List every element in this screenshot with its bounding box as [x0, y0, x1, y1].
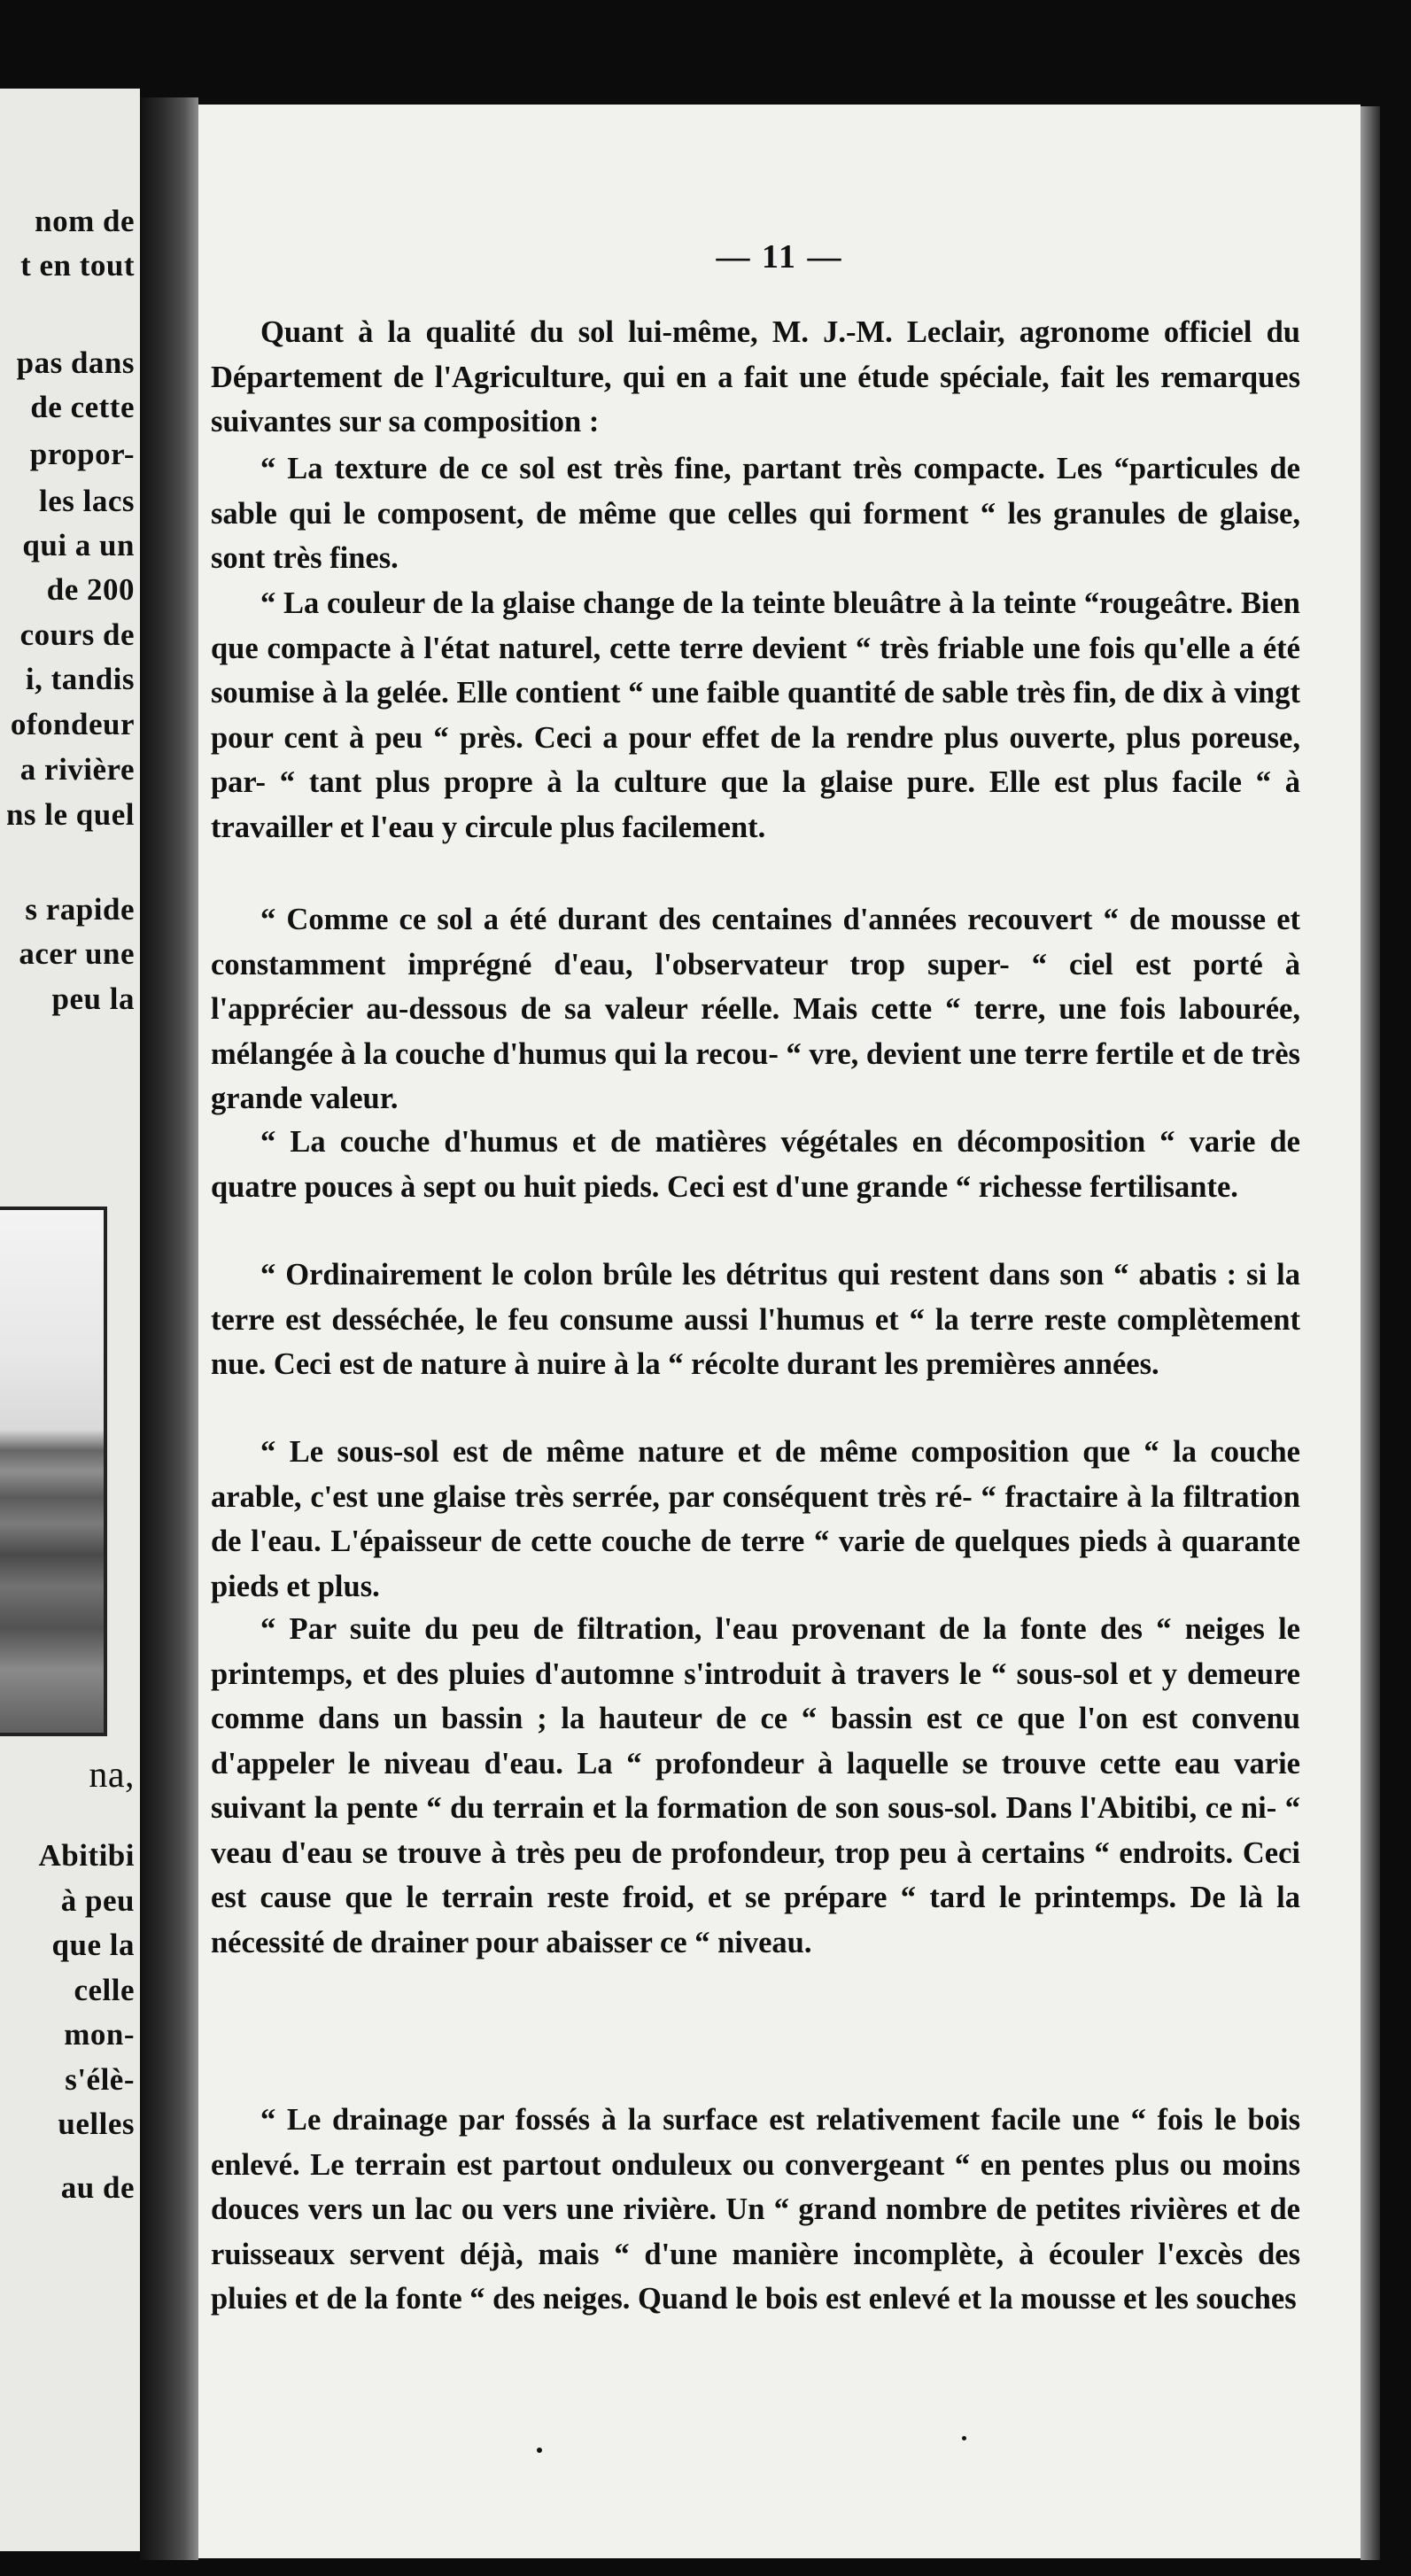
left-text-fragment: a rivière	[19, 752, 135, 787]
left-text-fragment: s rapide	[25, 892, 135, 927]
speck	[962, 2436, 966, 2440]
left-page	[0, 89, 140, 2551]
page-number: — 11 —	[716, 238, 843, 275]
left-text-fragment: qui a un	[22, 528, 135, 563]
left-text-fragment: i, tandis	[25, 662, 135, 696]
paragraph: “ La couleur de la glaise change de la teinte bleuâtre à la teinte “rougeâtre. Bien que compacte à l'état naturel, cette terre devient “ très friable une fois qu'elle a été soumise à la gelée. Elle contient “ une faible quantité de sable très fin, de dix à vingt pour cent à peu “ près. Ceci a pour effet de la rendre plus ouverte, plus poreuse, par- “ tant plus propre à la culture que la glaise pure. Elle est plus facile “ à travailler et l'eau y circule plus facilement.	[211, 586, 1300, 844]
left-text-fragment: que la	[51, 1928, 135, 1962]
left-text-fragment: ofondeur	[10, 707, 135, 741]
left-text-fragment: à peu	[60, 1883, 135, 1918]
right-page	[198, 105, 1361, 2558]
paragraph: “ Comme ce sol a été durant des centaines d'années recouvert “ de mousse et constamment imprégné d'eau, l'observateur trop super- “ ciel est porté à l'apprécier au-dessous de sa valeur réelle. Mais cette “ terre, une fois labourée, mélangée à la couche d'humus qui la recou- “ vre, devient une terre fertile et de très grande valeur.	[211, 903, 1300, 1115]
left-text-fragment: les lacs	[38, 484, 135, 518]
left-text-fragment: na,	[89, 1755, 135, 1796]
paragraph: “ Par suite du peu de filtration, l'eau provenant de la fonte des “ neiges le printemps, et des pluies d'automne s'introduit à travers le “ sous-sol et y demeure comme dans un bassin ; la hauteur de ce “ bassin est ce que l'on est convenu d'appeler le niveau d'eau. La “ profondeur à laquelle se trouve cette eau varie suivant la pente “ du terrain et la formation de son sous-sol. Dans l'Abitibi, ce ni- “ veau d'eau se trouve à très peu de profondeur, trop peu à certains “ endroits. Ceci est cause que le terrain reste froid, et se prépare “ tard le printemps. De là la nécessité de drainer pour abaisser ce “ niveau.	[211, 1612, 1300, 1959]
left-text-fragment: peu la	[51, 982, 135, 1016]
left-text-fragment: ns le quel	[5, 797, 135, 832]
left-text-fragment: pas dans	[16, 345, 135, 380]
left-text-fragment: de cette	[30, 390, 135, 424]
left-text-fragment: de 200	[46, 572, 135, 607]
left-page-photo	[0, 1207, 107, 1736]
book-gutter	[140, 97, 198, 2560]
paragraph: “ Le drainage par fossés à la surface est relativement facile une “ fois le bois enlevé. Le terrain est partout onduleux ou convergeant “ en pentes plus ou moins douces vers un lac ou vers une rivière. Un “ grand nombre de petites rivières et de ruisseaux servent déjà, mais “ d'une manière incomplète, à écouler l'excès des pluies et de la fonte “ des neiges. Quand le bois est enlevé et la mousse et les souches	[211, 2103, 1300, 2316]
left-text-fragment: au de	[60, 2170, 135, 2205]
left-text-fragment: nom de	[35, 204, 135, 238]
paragraph: “ La couche d'humus et de matières végétales en décomposition “ varie de quatre pouces à sept ou huit pieds. Ceci est d'une grande “ richesse fertilisante.	[211, 1125, 1300, 1204]
paragraph: “ La texture de ce sol est très fine, partant très compacte. Les “particules de sable qui le composent, de même que celles qui forment “ les granules de glaise, sont très fines.	[211, 452, 1300, 575]
left-text-fragment: mon-	[64, 2017, 135, 2052]
speck	[537, 2448, 542, 2453]
left-text-fragment: propor-	[29, 437, 135, 471]
left-text-fragment: uelles	[58, 2107, 135, 2141]
left-text-fragment: s'élè-	[65, 2062, 135, 2097]
paragraph: “ Le sous-sol est de même nature et de même composition que “ la couche arable, c'est une glaise très serrée, par conséquent très ré- “ fractaire à la filtration de l'eau. L'épaisseur de cette couche de terre “ varie de quelques pieds à quarante pieds et plus.	[211, 1435, 1300, 1603]
left-text-fragment: celle	[74, 1973, 135, 2007]
paragraph: “ Ordinairement le colon brûle les détritus qui restent dans son “ abatis : si la terre est desséchée, le feu consume aussi l'humus et “ la terre reste complètement nue. Ceci est de nature à nuire à la “ récolte durant les premières années.	[211, 1258, 1300, 1381]
page-edge-shadow	[1361, 106, 1380, 2560]
left-text-fragment: acer une	[19, 936, 135, 971]
left-text-fragment: Abitibi	[38, 1838, 135, 1873]
paragraph: Quant à la qualité du sol lui-même, M. J.-M. Leclair, agronome officiel du Département de l'Agriculture, qui en a fait une étude spéciale, fait les remarques suivantes sur sa composition :	[211, 315, 1300, 438]
left-text-fragment: cours de	[19, 617, 135, 652]
left-text-fragment: t en tout	[20, 248, 135, 283]
